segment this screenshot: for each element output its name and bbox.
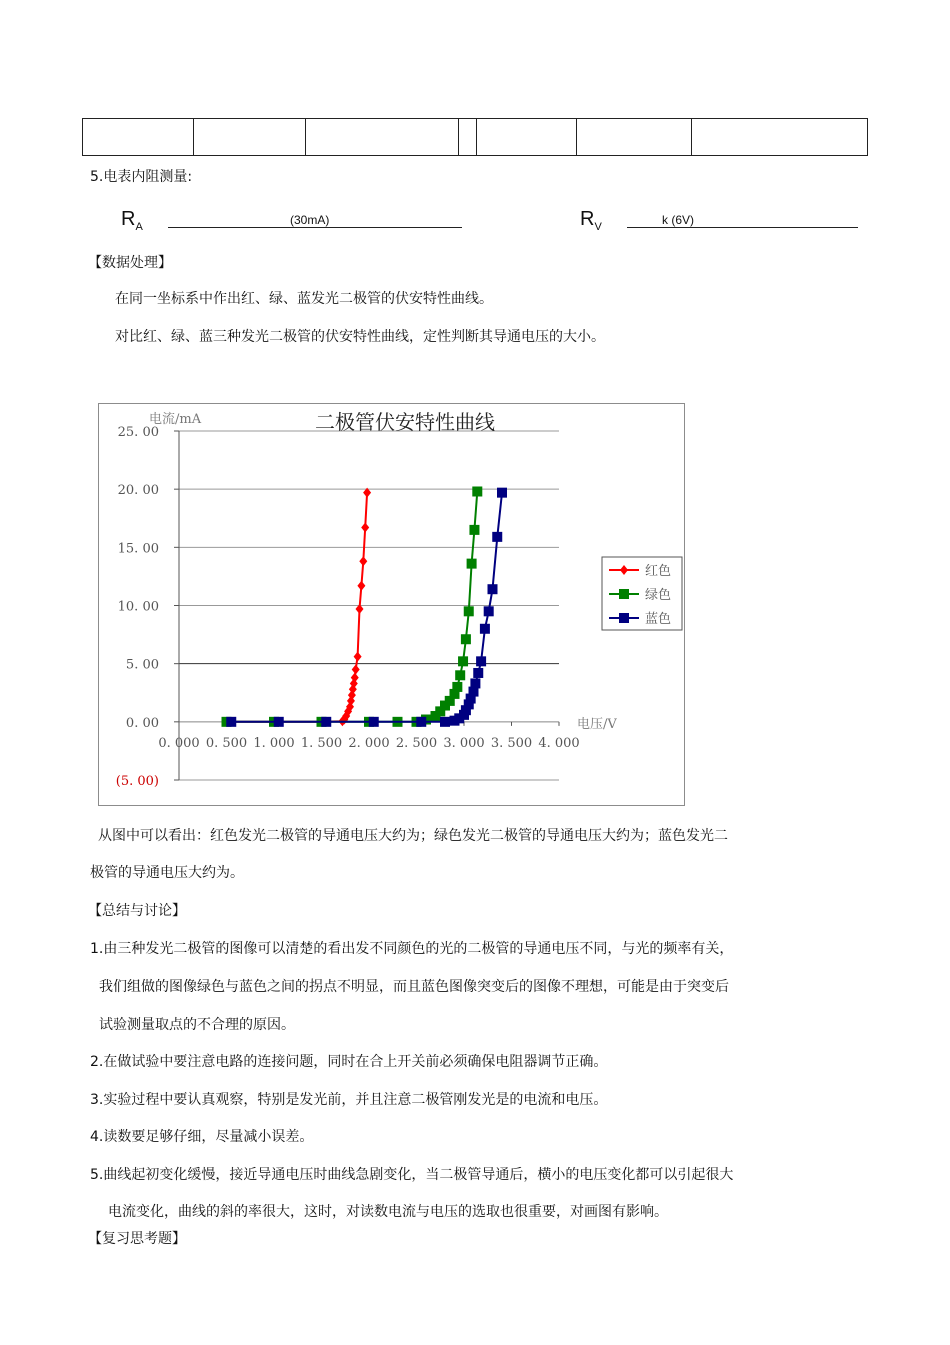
- x-tick-label: 3. 000: [443, 735, 485, 751]
- x-tick-label: 1. 500: [300, 735, 343, 751]
- summary-item: 我们组做的图像绿色与蓝色之间的拐点不明显，而且蓝色图像突变后的图像不理想，可能是由于突变后: [99, 979, 729, 995]
- chart-title: 二极管伏安特性曲线: [315, 410, 495, 434]
- data-point: [484, 606, 494, 616]
- summary-item: 2.在做试验中要注意电路的连接问题，同时在合上开关前必须确保电阻器调节正确。: [90, 1054, 608, 1070]
- legend-label: 红色: [645, 564, 672, 579]
- section-5-label: 5.电表内阻测量:: [90, 169, 193, 185]
- table-cell: [83, 119, 194, 156]
- rv-symbol: [580, 208, 602, 238]
- label-layer: [116, 425, 580, 789]
- y-tick-label: 20. 00: [117, 483, 159, 499]
- rv-letter: R: [580, 208, 595, 230]
- instruction-line: 对比红、绿、蓝三种发光二极管的伏安特性曲线，定性判断其导通电压的大小。: [115, 329, 605, 345]
- iv-curve-chart: [98, 403, 685, 806]
- data-point: [461, 634, 471, 644]
- series-0: [223, 488, 372, 727]
- y-tick-label: 5. 00: [125, 657, 159, 673]
- conclusion-line: 从图中可以看出：红色发光二极管的导通电压大约为；绿色发光二极管的导通电压大约为；蓝色发光二: [98, 828, 728, 844]
- series-line: [227, 493, 368, 722]
- ra-letter: R: [121, 208, 136, 230]
- data-point: [467, 559, 477, 569]
- x-tick-label: 2. 000: [348, 735, 390, 751]
- ra-subscript: A: [135, 221, 143, 233]
- chart-svg: [99, 404, 684, 805]
- y-axis-label: 电流/mA: [149, 412, 202, 427]
- summary-item: 3.实验过程中要认真观察，特别是发光前，并且注意二极管刚发光是的电流和电压。: [90, 1092, 608, 1108]
- data-point: [369, 717, 379, 727]
- data-point: [480, 624, 490, 634]
- rv-underline: [627, 227, 858, 228]
- data-point: [274, 717, 284, 727]
- rv-value: k (6V): [662, 213, 695, 227]
- x-tick-label: 0. 500: [205, 735, 248, 751]
- data-point: [492, 532, 502, 542]
- data-point: [464, 606, 474, 616]
- instruction-line: 在同一坐标系中作出红、绿、蓝发光二极管的伏安特性曲线。: [115, 291, 493, 307]
- x-tick-label: 3. 500: [490, 735, 533, 751]
- table-row: [83, 119, 868, 156]
- conclusion-line: 极管的导通电压大约为。: [90, 865, 244, 881]
- data-point: [354, 652, 362, 662]
- data-point: [452, 682, 462, 692]
- data-heading: 【数据处理】: [88, 255, 172, 271]
- data-point: [416, 717, 426, 727]
- table-cell: [577, 119, 692, 156]
- summary-item: 5.曲线起初变化缓慢，接近导通电压时曲线急剧变化，当二极管导通后，横小的电压变化都可以引起很大: [90, 1167, 734, 1183]
- data-point: [472, 486, 482, 496]
- y-tick-label: 10. 00: [117, 599, 159, 615]
- data-point: [488, 584, 498, 594]
- review-heading: 【复习思考题】: [88, 1231, 186, 1247]
- data-point: [470, 678, 480, 688]
- ra-underline: [168, 227, 462, 228]
- table-cell: [306, 119, 459, 156]
- ra-value: (30mA): [290, 213, 330, 227]
- measurement-table: [82, 118, 868, 156]
- table-cell: [459, 119, 477, 156]
- data-point: [357, 581, 365, 591]
- data-point: [226, 717, 236, 727]
- legend-label: 绿色: [645, 588, 672, 603]
- data-point: [361, 523, 369, 533]
- table-cell: [692, 119, 868, 156]
- data-point: [473, 668, 483, 678]
- y-tick-label: (5. 00): [115, 774, 159, 789]
- series-layer: [222, 486, 508, 726]
- x-axis-label: 电压/V: [577, 717, 617, 732]
- y-tick-label: 25. 00: [117, 425, 159, 440]
- legend-marker: [619, 613, 629, 623]
- legend-label: 蓝色: [645, 612, 672, 627]
- ra-symbol: [121, 208, 143, 238]
- x-tick-label: 0. 000: [158, 735, 200, 751]
- table-cell: [477, 119, 577, 156]
- x-tick-label: 4. 000: [538, 735, 580, 751]
- x-tick-label: 1. 000: [253, 735, 295, 751]
- grid-layer: [174, 431, 559, 780]
- summary-item: 电流变化，曲线的斜的率很大，这时，对读数电流与电压的选取也很重要，对画图有影响。: [108, 1204, 668, 1220]
- summary-item: 1.由三种发光二极管的图像可以清楚的看出发不同颜色的光的二极管的导通电压不同，与光的频率有关，: [90, 941, 734, 957]
- data-point: [321, 717, 331, 727]
- rv-subscript: V: [594, 221, 602, 233]
- data-point: [359, 556, 367, 566]
- chart-legend: [602, 557, 682, 630]
- x-tick-label: 2. 500: [395, 735, 438, 751]
- data-point: [497, 488, 507, 498]
- y-tick-label: 0. 00: [125, 715, 159, 731]
- legend-marker: [619, 589, 629, 599]
- summary-heading: 【总结与讨论】: [88, 903, 186, 919]
- summary-item: 试验测量取点的不合理的原因。: [99, 1017, 295, 1033]
- summary-item: 4.读数要足够仔细，尽量减小误差。: [90, 1129, 314, 1145]
- data-point: [476, 656, 486, 666]
- y-tick-label: 15. 00: [117, 541, 159, 557]
- data-point: [440, 717, 450, 727]
- data-point: [458, 656, 468, 666]
- data-point: [469, 525, 479, 535]
- data-point: [455, 670, 465, 680]
- table-cell: [194, 119, 306, 156]
- data-point: [352, 664, 360, 674]
